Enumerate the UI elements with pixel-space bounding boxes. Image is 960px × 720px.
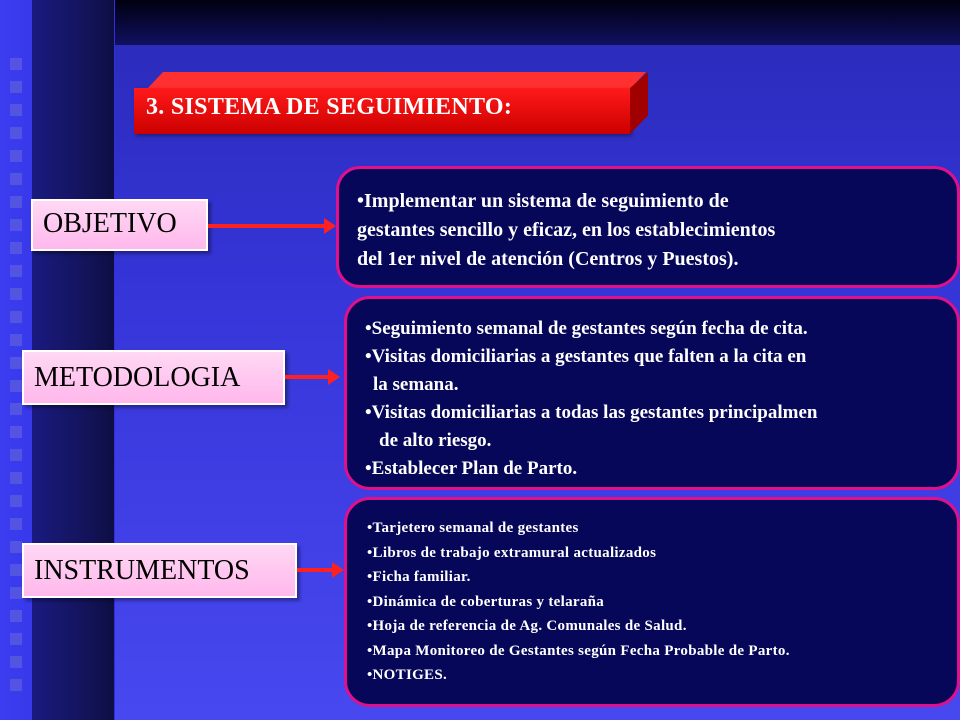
instrumentos-line: •Hoja de referencia de Ag. Comunales de Salud. (367, 618, 687, 634)
metodologia-line: de alto riesgo. (379, 430, 492, 451)
arrow-right-icon (297, 568, 333, 572)
metodologia-line: •Establecer Plan de Parto. (365, 458, 578, 479)
instrumentos-line: •Dinámica de coberturas y telaraña (367, 593, 605, 610)
objetivo-line: gestantes sencillo y eficaz, en los establecimientos (357, 219, 776, 241)
label-objetivo: OBJETIVO (31, 199, 208, 251)
metodologia-line: •Visitas domiciliarias a todas las gestantes principalmen (365, 402, 818, 423)
instrumentos-line: •Libros de trabajo extramural actualizados (367, 544, 657, 561)
metodologia-line: la semana. (373, 374, 459, 395)
arrow-right-icon (285, 375, 329, 379)
label-instrumentos: INSTRUMENTOS (22, 543, 297, 598)
label-metodologia: METODOLOGIA (22, 350, 285, 405)
metodologia-line: •Visitas domiciliarias a gestantes que falten a la cita en (365, 346, 807, 367)
instrumentos-line: •Ficha familiar. (367, 569, 471, 585)
header-bar-top-face (148, 72, 646, 88)
slide-title: 3. SISTEMA DE SEGUIMIENTO: (146, 94, 513, 120)
instrumentos-line: •NOTIGES. (367, 667, 448, 683)
objetivo-line: •Implementar un sistema de seguimiento de (357, 190, 729, 212)
instrumentos-line: •Mapa Monitoreo de Gestantes según Fecha Probable de Parto. (367, 642, 790, 659)
metodologia-line: •Seguimiento semanal de gestantes según fecha de cita. (365, 318, 808, 339)
instrumentos-box (344, 497, 960, 707)
instrumentos-line: •Tarjetero semanal de gestantes (367, 520, 579, 536)
objetivo-line: del 1er nivel de atención (Centros y Puestos). (357, 248, 739, 270)
metodologia-box (344, 296, 960, 490)
arrow-right-icon (208, 224, 325, 228)
top-dark-band (115, 0, 960, 45)
objetivo-box (336, 166, 960, 288)
